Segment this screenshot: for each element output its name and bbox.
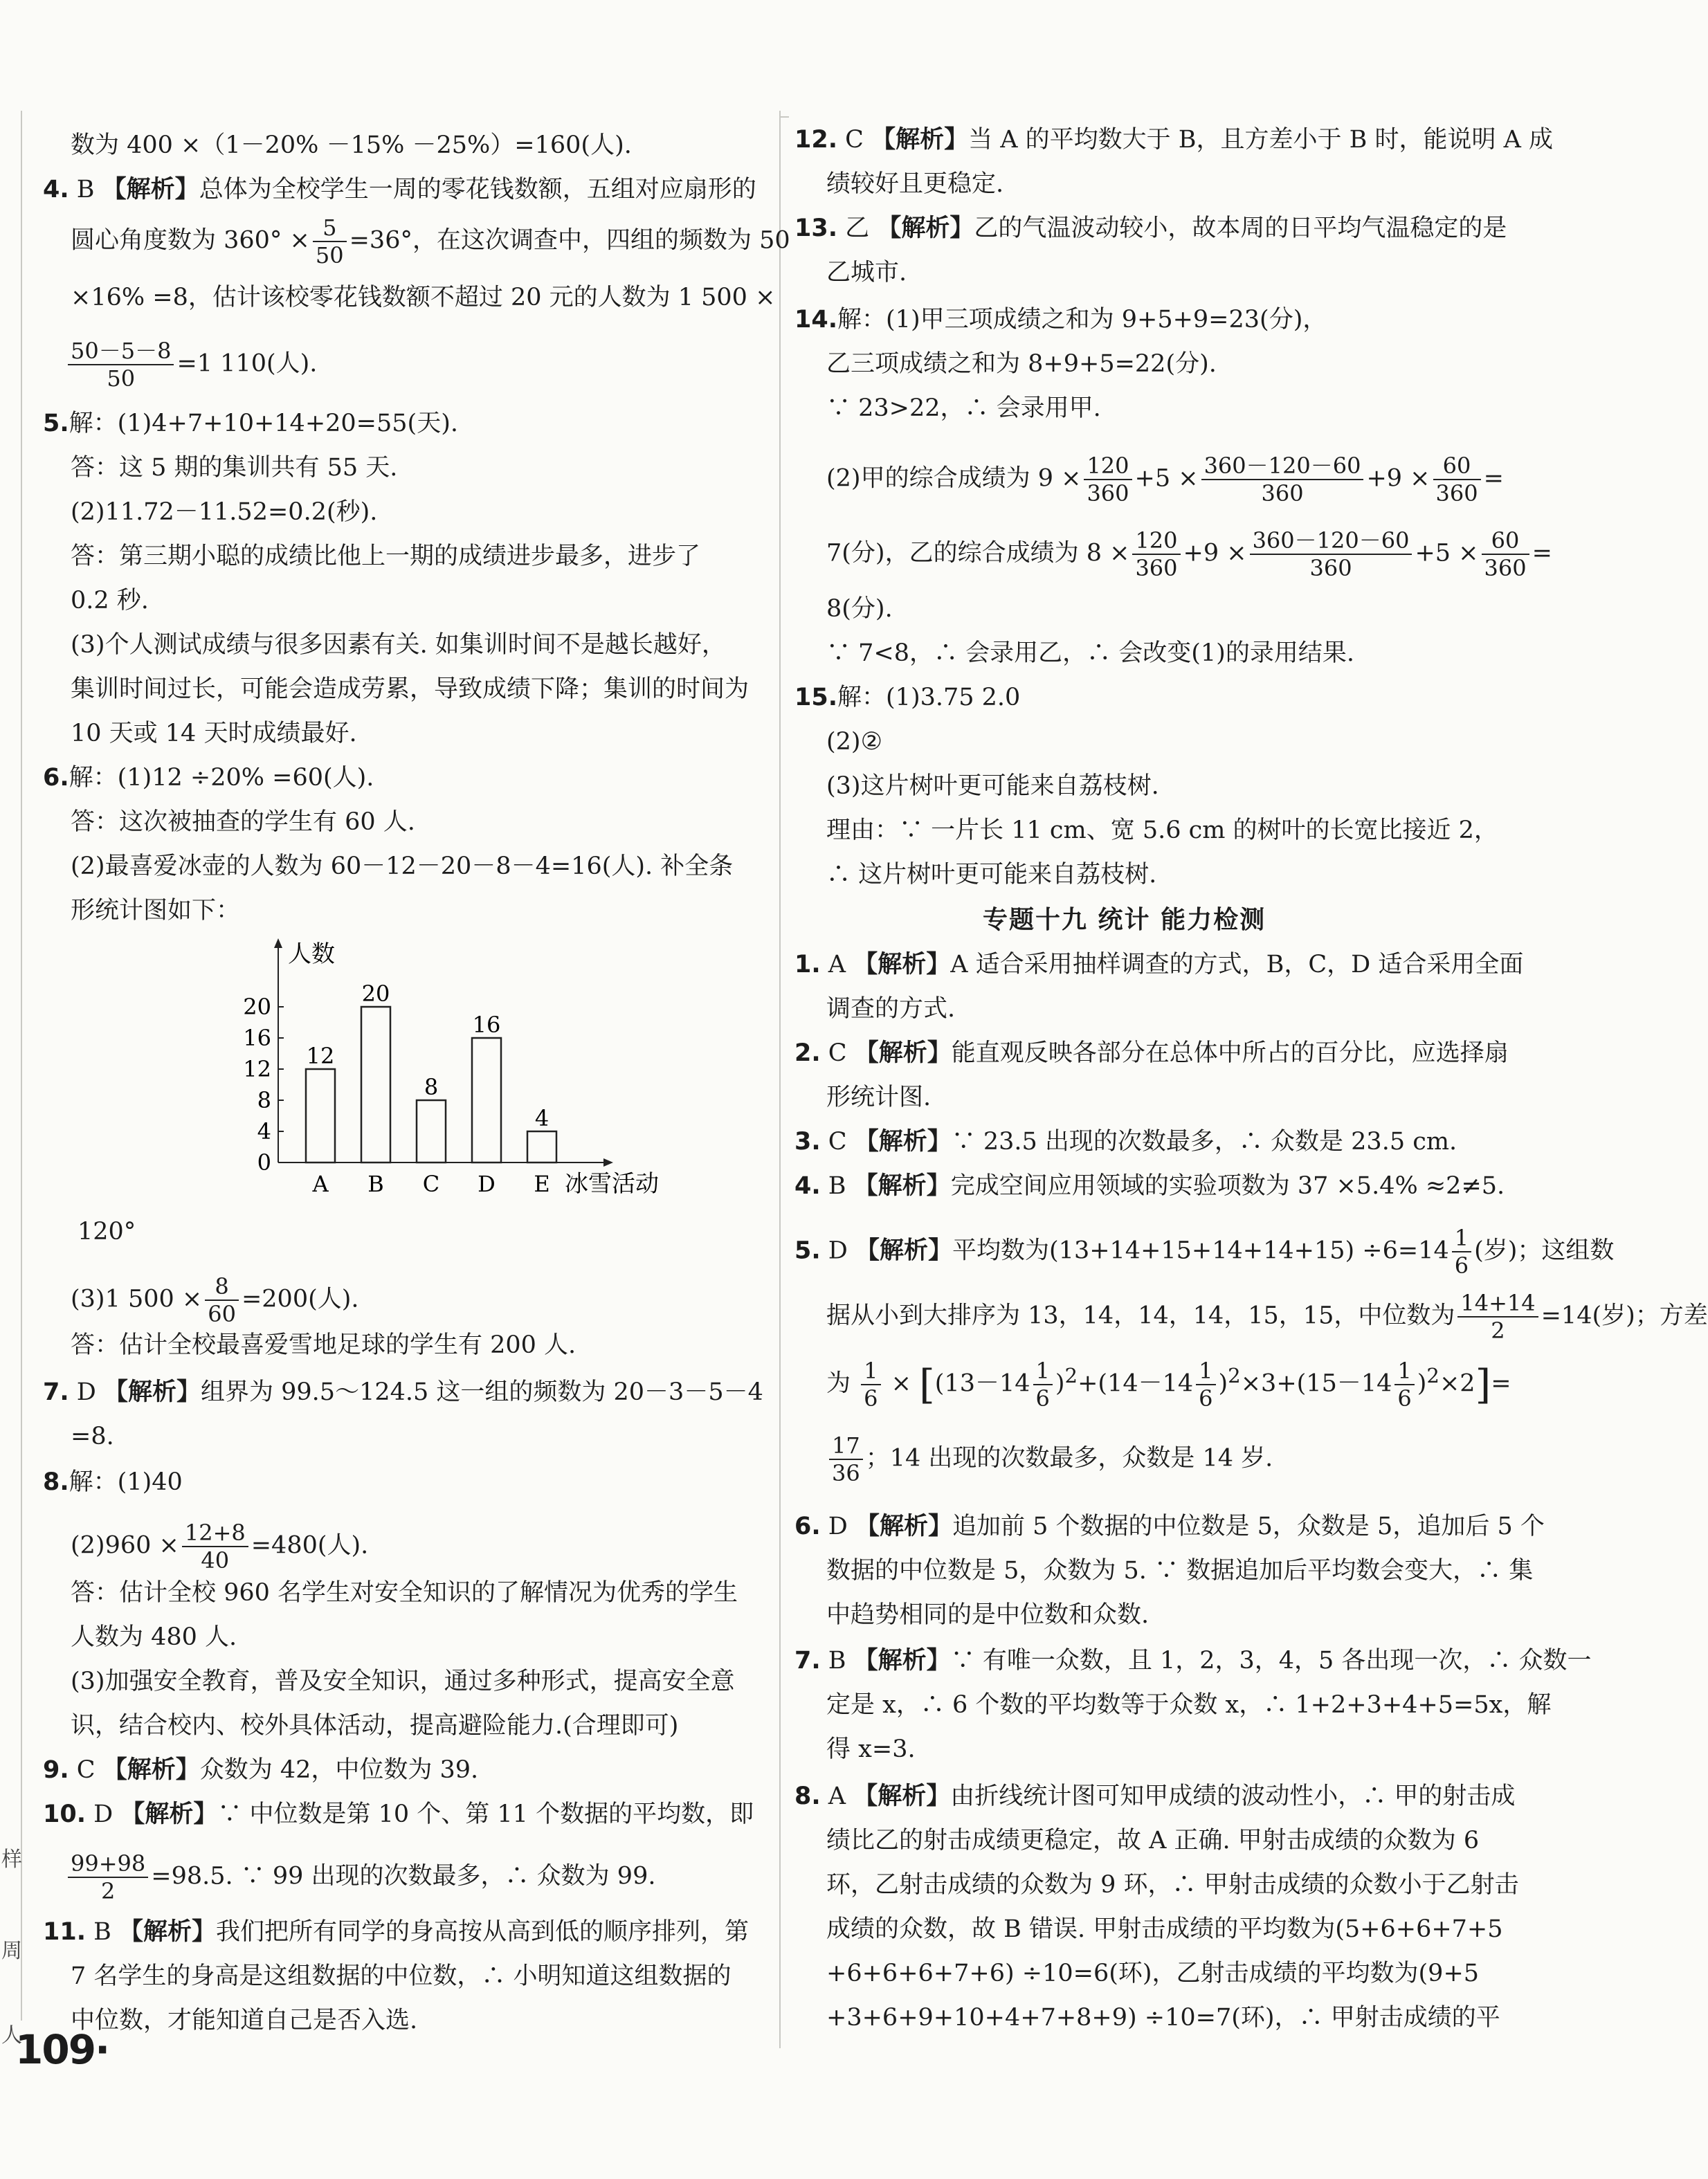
question-number: 9. bbox=[43, 1756, 69, 1784]
question-r8 bbox=[794, 1781, 1515, 1812]
answer-letter: D bbox=[93, 1800, 113, 1828]
text-span: 7(分)，乙的综合成绩为 8 × bbox=[826, 539, 1130, 567]
text-span: =200(人). bbox=[241, 1285, 359, 1313]
text-line: (2)② bbox=[826, 728, 882, 756]
question-number: 7. bbox=[43, 1378, 69, 1406]
bar-value-label: 12 bbox=[306, 1043, 335, 1069]
denominator: 50 bbox=[315, 242, 344, 268]
text-line bbox=[71, 1520, 368, 1574]
category-label: E bbox=[534, 1171, 550, 1197]
numerator: 60 bbox=[1433, 453, 1481, 480]
y-axis-arrow bbox=[274, 938, 282, 948]
denominator: 36 bbox=[832, 1460, 860, 1486]
y-tick-label: 4 bbox=[257, 1118, 271, 1145]
analysis-tag: 【解析】 bbox=[853, 1782, 951, 1810]
analysis-tag: 【解析】 bbox=[855, 1512, 953, 1540]
text-line: 得 x=3. bbox=[826, 1735, 916, 1763]
text-line: 众数为 42，中位数为 39. bbox=[199, 1756, 479, 1784]
answer-letter: B bbox=[93, 1918, 111, 1946]
equals-sign: = bbox=[1491, 1369, 1511, 1398]
bracket-open: [ bbox=[919, 1361, 935, 1408]
analysis-tag: 【解析】 bbox=[119, 1917, 217, 1946]
denominator: 2 bbox=[100, 1878, 116, 1904]
question-r7 bbox=[794, 1645, 1592, 1676]
question-number: 4. bbox=[794, 1172, 821, 1200]
question-r3 bbox=[794, 1127, 1457, 1157]
text-line: +6+6+6+7+6) ÷10=6(环)，乙射击成绩的平均数为(9+5 bbox=[826, 1960, 1480, 1987]
bar bbox=[361, 1007, 390, 1163]
question-r5 bbox=[794, 1225, 1614, 1279]
denominator: 360 bbox=[1309, 555, 1352, 581]
fraction bbox=[68, 1850, 148, 1904]
margin-fragment: 人 bbox=[1, 2023, 22, 2048]
analysis-tag: 【解析】 bbox=[877, 214, 974, 242]
answer-letter: C bbox=[845, 126, 864, 154]
denominator: 6 bbox=[1454, 1252, 1469, 1279]
denominator: 360 bbox=[1484, 555, 1527, 581]
question-5 bbox=[43, 408, 458, 439]
text-span: =98.5. ∵ 99 出现的次数最多，∴ 众数为 99. bbox=[151, 1862, 656, 1890]
text-line: ∵ 7<8，∴ 会录用乙，∴ 会改变(1)的录用结果. bbox=[826, 639, 1354, 667]
question-8 bbox=[43, 1467, 183, 1497]
y-tick-label: 8 bbox=[257, 1087, 271, 1113]
numerator: 1 bbox=[1196, 1358, 1215, 1385]
text-line: 当 A 的平均数大于 B，且方差小于 B 时，能说明 A 成 bbox=[968, 126, 1553, 154]
numerator: 8 bbox=[205, 1273, 239, 1301]
text-line: 能直观反映各部分在总体中所占的百分比，应选择扇 bbox=[951, 1039, 1509, 1067]
text-line bbox=[71, 215, 790, 268]
y-tick-label: 20 bbox=[243, 994, 271, 1020]
text-line: 乙三项成绩之和为 8+9+5=22(分). bbox=[826, 350, 1217, 378]
text-line bbox=[826, 527, 1552, 581]
column-divider-tick bbox=[779, 116, 789, 118]
question-r6 bbox=[794, 1511, 1545, 1542]
text-span: (岁)；这组数 bbox=[1474, 1237, 1615, 1265]
fraction bbox=[1201, 453, 1364, 507]
fraction bbox=[313, 215, 347, 268]
numerator: 1 bbox=[1394, 1358, 1414, 1385]
variance-formula bbox=[826, 1358, 1511, 1412]
fraction bbox=[1452, 1225, 1471, 1279]
numerator: 1 bbox=[861, 1358, 880, 1385]
answer-letter: B bbox=[828, 1647, 846, 1675]
answer-letter: C bbox=[828, 1128, 847, 1156]
text-line: A 适合采用抽样调查的方式，B，C，D 适合采用全面 bbox=[950, 951, 1524, 978]
text-line: (2)11.72－11.52=0.2(秒). bbox=[71, 498, 378, 526]
denominator: 40 bbox=[201, 1547, 230, 1574]
text-line: +3+6+9+10+4+7+8+9) ÷10=7(环)，∴ 甲射击成绩的平 bbox=[826, 2004, 1500, 2032]
text-span: ×2 bbox=[1439, 1369, 1475, 1398]
text-line: ∵ 23>22，∴ 会录用甲. bbox=[826, 394, 1101, 422]
category-label: C bbox=[422, 1171, 440, 1197]
fraction bbox=[1433, 453, 1481, 507]
question-number: 10. bbox=[43, 1800, 87, 1828]
text-line: 答：这 5 期的集训共有 55 天. bbox=[71, 454, 398, 482]
category-label: A bbox=[312, 1171, 329, 1197]
text-span: +9 × bbox=[1366, 464, 1430, 493]
text-span: =480(人). bbox=[251, 1531, 369, 1560]
question-number: 3. bbox=[794, 1128, 821, 1156]
analysis-tag: 【解析】 bbox=[853, 1646, 951, 1675]
denominator: 6 bbox=[1035, 1385, 1050, 1412]
text-line: (2)最喜爱冰壶的人数为 60－12－20－8－4=16(人). 补全条 bbox=[71, 853, 734, 880]
text-line: 120° bbox=[78, 1218, 136, 1246]
question-number: 7. bbox=[794, 1647, 821, 1675]
question-number: 5. bbox=[794, 1237, 821, 1265]
fraction bbox=[205, 1273, 239, 1327]
analysis-tag: 【解析】 bbox=[854, 1039, 952, 1067]
numerator: 360－120－60 bbox=[1250, 527, 1412, 555]
numerator: 120 bbox=[1132, 527, 1180, 555]
numerator: 99+98 bbox=[68, 1850, 148, 1878]
denominator: 360 bbox=[1261, 480, 1304, 507]
exponent: 2 bbox=[1426, 1363, 1439, 1387]
text-span: 据从小到大排序为 13，14，14，14，15，15，中位数为 bbox=[826, 1302, 1455, 1330]
text-line: 解：(1)4+7+10+14+20=55(天). bbox=[69, 410, 458, 437]
text-line: ∵ 中位数是第 10 个、第 11 个数据的平均数，即 bbox=[217, 1800, 754, 1828]
text-span: (2)甲的综合成绩为 9 × bbox=[826, 464, 1082, 493]
text-line: 总体为全校学生一周的零花钱数额，五组对应扇形的 bbox=[199, 176, 756, 203]
question-number: 6. bbox=[43, 764, 69, 792]
section-title: 专题十九 统计 能力检测 bbox=[983, 906, 1266, 934]
question-6 bbox=[43, 763, 374, 793]
text-line: ∴ 这片树叶更可能来自荔枝树. bbox=[826, 861, 1157, 888]
text-line: 解：(1)40 bbox=[69, 1468, 183, 1496]
fraction bbox=[1250, 527, 1412, 581]
text-line: 0.2 秒. bbox=[71, 587, 149, 614]
question-r4 bbox=[794, 1171, 1505, 1201]
text-line: 8(分). bbox=[826, 595, 893, 623]
text-line: 识，结合校内、校外具体活动，提高避险能力.(合理即可) bbox=[71, 1712, 679, 1740]
text-line: 我们把所有同学的身高按从高到低的顺序排列，第 bbox=[216, 1918, 749, 1946]
bar-chart bbox=[202, 934, 687, 1197]
bar bbox=[472, 1038, 501, 1163]
text-line: 人数为 480 人. bbox=[71, 1623, 237, 1651]
text-line: ∵ 23.5 出现的次数最多，∴ 众数是 23.5 cm. bbox=[951, 1128, 1457, 1156]
text-line: 组界为 99.5～124.5 这一组的频数为 20－3－5－4 bbox=[201, 1378, 763, 1406]
margin-fragment: 样 bbox=[1, 1848, 22, 1872]
text-span: ×3+ bbox=[1240, 1369, 1297, 1398]
numerator: 5 bbox=[313, 215, 347, 242]
answer-letter: D bbox=[828, 1513, 848, 1540]
analysis-tag: 【解析】 bbox=[102, 175, 199, 203]
text-line: 7 名学生的身高是这组数据的中位数，∴ 小明知道这组数据的 bbox=[71, 1962, 732, 1990]
exponent: 2 bbox=[1228, 1363, 1241, 1387]
bar-value-label: 20 bbox=[361, 981, 390, 1007]
text-line bbox=[826, 1290, 1708, 1344]
text-line: 完成空间应用领域的实验项数为 37 ×5.4% ≈2≠5. bbox=[950, 1172, 1505, 1200]
text-line: 由折线统计图可知甲成绩的波动性小，∴ 甲的射击成 bbox=[950, 1783, 1516, 1810]
column-divider bbox=[779, 111, 781, 2048]
analysis-tag: 【解析】 bbox=[853, 950, 951, 978]
numerator: 1 bbox=[1033, 1358, 1053, 1385]
fraction bbox=[1482, 527, 1529, 581]
text-line: 解：(1)12 ÷20% =60(人). bbox=[69, 764, 374, 792]
text-span: ) bbox=[1417, 1369, 1427, 1398]
text-line: 乙城市. bbox=[826, 259, 907, 286]
text-span: (13－14 bbox=[934, 1369, 1030, 1398]
answer-letter: D bbox=[828, 1237, 848, 1265]
answer-letter: D bbox=[76, 1378, 96, 1406]
text-span: 平均数为(13+14+15+14+14+15) ÷6=14 bbox=[952, 1237, 1449, 1265]
answer-letter: A bbox=[828, 1783, 846, 1810]
text-line: 答：估计全校 960 名学生对安全知识的了解情况为优秀的学生 bbox=[71, 1579, 738, 1607]
margin-fragment: 周 bbox=[1, 1939, 22, 1963]
text-line: 形统计图如下： bbox=[71, 897, 241, 924]
analysis-tag: 【解析】 bbox=[104, 1378, 201, 1406]
numerator: 17 bbox=[829, 1432, 863, 1460]
fraction bbox=[1196, 1358, 1215, 1412]
fraction bbox=[1132, 527, 1180, 581]
numerator: 60 bbox=[1482, 527, 1529, 555]
numerator: 12+8 bbox=[182, 1520, 248, 1547]
bar-value-label: 16 bbox=[472, 1012, 501, 1038]
question-12 bbox=[794, 125, 1553, 155]
text-line: 形统计图. bbox=[826, 1084, 932, 1111]
question-number: 15. bbox=[794, 684, 838, 711]
text-line: =8. bbox=[71, 1423, 114, 1450]
bar-value-label: 8 bbox=[424, 1074, 439, 1100]
answer-letter: A bbox=[828, 951, 846, 978]
margin-rule bbox=[21, 111, 22, 2021]
text-line: 答：估计全校最喜爱雪地足球的学生有 200 人. bbox=[71, 1331, 576, 1359]
question-7 bbox=[43, 1377, 763, 1407]
question-14 bbox=[794, 304, 1327, 335]
bar bbox=[527, 1131, 556, 1163]
text-line: ∵ 有唯一众数，且 1，2，3，4，5 各出现一次，∴ 众数一 bbox=[950, 1647, 1592, 1675]
denominator: 6 bbox=[864, 1385, 878, 1412]
text-line: 绩比乙的射击成绩更稳定，故 A 正确. 甲射击成绩的众数为 6 bbox=[826, 1827, 1480, 1854]
question-number: 12. bbox=[794, 126, 838, 154]
text-line: 绩较好且更稳定. bbox=[826, 170, 1004, 198]
question-number: 4. bbox=[43, 176, 69, 203]
text-span: 圆心角度数为 360° × bbox=[71, 226, 310, 255]
text-line: 乙的气温波动较小，故本周的日平均气温稳定的是 bbox=[974, 215, 1507, 242]
question-number: 1. bbox=[794, 951, 821, 978]
text-span: × bbox=[891, 1369, 911, 1398]
denominator: 360 bbox=[1135, 555, 1178, 581]
text-span: +5 × bbox=[1415, 539, 1479, 567]
denominator: 60 bbox=[208, 1301, 236, 1327]
exponent: 2 bbox=[1064, 1363, 1078, 1387]
analysis-tag: 【解析】 bbox=[102, 1756, 200, 1784]
text-span: (3)1 500 × bbox=[71, 1285, 203, 1313]
x-axis-label: 冰雪活动 bbox=[565, 1170, 659, 1198]
category-label: B bbox=[367, 1171, 384, 1197]
denominator: 50 bbox=[107, 365, 136, 392]
y-tick-label: 16 bbox=[243, 1025, 271, 1051]
text-line: 答：这次被抽查的学生有 60 人. bbox=[71, 808, 415, 836]
denominator: 360 bbox=[1087, 480, 1129, 507]
denominator: 6 bbox=[1397, 1385, 1412, 1412]
text-line bbox=[826, 1432, 1273, 1486]
question-13 bbox=[794, 213, 1507, 244]
fraction bbox=[861, 1358, 880, 1412]
analysis-tag: 【解析】 bbox=[853, 1171, 951, 1200]
text-line: 答：第三期小聪的成绩比他上一期的成绩进步最多，进步了 bbox=[71, 543, 701, 570]
text-line: 解：(1)甲三项成绩之和为 9+5+9=23(分)， bbox=[837, 306, 1327, 334]
question-number: 5. bbox=[43, 410, 69, 437]
answer-letter: C bbox=[76, 1756, 96, 1784]
denominator: 360 bbox=[1435, 480, 1478, 507]
bar bbox=[417, 1100, 446, 1163]
fraction bbox=[68, 338, 174, 392]
text-line: 定是 x，∴ 6 个数的平均数等于众数 x，∴ 1+2+3+4+5=5x，解 bbox=[826, 1691, 1552, 1719]
question-10 bbox=[43, 1799, 754, 1830]
text-line: 数为 400 ×（1－20% －15% －25%）=160(人). bbox=[71, 131, 632, 159]
fraction bbox=[1394, 1358, 1414, 1412]
answer-letter: 乙 bbox=[845, 215, 870, 242]
numerator: 120 bbox=[1084, 453, 1132, 480]
text-line: 成绩的众数，故 B 错误. 甲射击成绩的平均数为(5+6+6+7+5 bbox=[826, 1915, 1503, 1943]
page-number: 109· bbox=[15, 2026, 109, 2073]
analysis-tag: 【解析】 bbox=[855, 1236, 953, 1265]
question-r2 bbox=[794, 1038, 1509, 1068]
text-span: +9 × bbox=[1183, 539, 1247, 567]
text-line: (3)这片树叶更可能来自荔枝树. bbox=[826, 772, 1159, 800]
text-span: = bbox=[1532, 539, 1552, 567]
fraction bbox=[1033, 1358, 1053, 1412]
text-line: 10 天或 14 天时成绩最好. bbox=[71, 720, 357, 747]
answer-letter: B bbox=[828, 1172, 846, 1200]
text-line bbox=[826, 453, 1504, 507]
question-number: 13. bbox=[794, 215, 838, 242]
numerator: 1 bbox=[1452, 1225, 1471, 1252]
text-line: 集训时间过长，可能会造成劳累，导致成绩下降；集训的时间为 bbox=[71, 675, 749, 703]
text-line: ×16% =8，估计该校零花钱数额不超过 20 元的人数为 1 500 × bbox=[71, 284, 776, 311]
text-span: =1 110(人). bbox=[176, 349, 318, 378]
answer-letter: B bbox=[76, 176, 95, 203]
text-span: = bbox=[1483, 464, 1504, 493]
text-line bbox=[65, 1850, 655, 1904]
bar-value-label: 4 bbox=[534, 1105, 549, 1131]
y-tick-label: 12 bbox=[243, 1056, 271, 1082]
question-number: 8. bbox=[794, 1783, 821, 1810]
text-line: 环，乙射击成绩的众数为 9 环，∴ 甲射击成绩的众数小于乙射击 bbox=[826, 1871, 1519, 1899]
y-tick-label: 0 bbox=[257, 1149, 271, 1176]
text-span: ) bbox=[1218, 1369, 1228, 1398]
question-4 bbox=[43, 174, 756, 205]
analysis-tag: 【解析】 bbox=[871, 125, 969, 154]
question-number: 8. bbox=[43, 1468, 69, 1496]
question-number: 6. bbox=[794, 1513, 821, 1540]
bar bbox=[306, 1069, 335, 1163]
text-span: =14(岁)；方差 bbox=[1541, 1302, 1708, 1330]
question-15 bbox=[794, 682, 1020, 713]
text-line: 解：(1)3.75 2.0 bbox=[837, 684, 1021, 711]
text-line: (3)个人测试成绩与很多因素有关. 如集训时间不是越长越好， bbox=[71, 631, 726, 659]
text-line: 数据的中位数是 5，众数为 5. ∵ 数据追加后平均数会变大，∴ 集 bbox=[826, 1557, 1534, 1585]
text-span: =36°，在这次调查中，四组的频数为 50 bbox=[349, 226, 790, 255]
fraction bbox=[1084, 453, 1132, 507]
question-9 bbox=[43, 1755, 478, 1785]
question-11 bbox=[43, 1917, 749, 1947]
y-axis-label: 人数 bbox=[288, 940, 335, 968]
fraction bbox=[1457, 1290, 1538, 1344]
text-span: 为 bbox=[826, 1369, 851, 1398]
denominator: 6 bbox=[1199, 1385, 1213, 1412]
question-number: 11. bbox=[43, 1918, 87, 1946]
text-line: 中位数，才能知道自己是否入选. bbox=[71, 2007, 418, 2034]
analysis-tag: 【解析】 bbox=[854, 1127, 952, 1156]
numerator: 50－5－8 bbox=[68, 338, 174, 365]
text-line bbox=[71, 1273, 359, 1327]
numerator: 14+14 bbox=[1457, 1290, 1538, 1318]
answer-letter: C bbox=[828, 1039, 847, 1067]
bracket-close: ] bbox=[1475, 1361, 1491, 1408]
text-span: ) bbox=[1055, 1369, 1065, 1398]
text-line bbox=[65, 338, 317, 392]
fraction bbox=[182, 1520, 248, 1574]
numerator: 360－120－60 bbox=[1201, 453, 1364, 480]
denominator: 2 bbox=[1491, 1318, 1505, 1344]
text-span: (14－14 bbox=[1098, 1369, 1194, 1398]
text-line: 调查的方式. bbox=[826, 995, 956, 1023]
text-span: (2)960 × bbox=[71, 1531, 179, 1560]
fraction bbox=[829, 1432, 863, 1486]
text-span: ；14 出现的次数最多，众数是 14 岁. bbox=[865, 1444, 1273, 1473]
x-axis-arrow bbox=[603, 1158, 613, 1167]
text-line: (3)加强安全教育，普及安全知识，通过多种形式，提高安全意 bbox=[71, 1668, 735, 1695]
text-line: 追加前 5 个数据的中位数是 5，众数是 5，追加后 5 个 bbox=[952, 1513, 1545, 1540]
analysis-tag: 【解析】 bbox=[120, 1800, 218, 1828]
text-line: 中趋势相同的是中位数和众数. bbox=[826, 1601, 1150, 1629]
text-span: (15－14 bbox=[1296, 1369, 1392, 1398]
question-number: 14. bbox=[794, 306, 838, 334]
text-line: 理由：∵ 一片长 11 cm、宽 5.6 cm 的树叶的长宽比接近 2， bbox=[826, 817, 1498, 844]
question-r1 bbox=[794, 949, 1523, 980]
question-number: 2. bbox=[794, 1039, 821, 1067]
text-span: + bbox=[1078, 1369, 1098, 1398]
text-span: +5 × bbox=[1134, 464, 1199, 493]
category-label: D bbox=[478, 1171, 496, 1197]
page-number-value: 109 bbox=[15, 2026, 96, 2073]
